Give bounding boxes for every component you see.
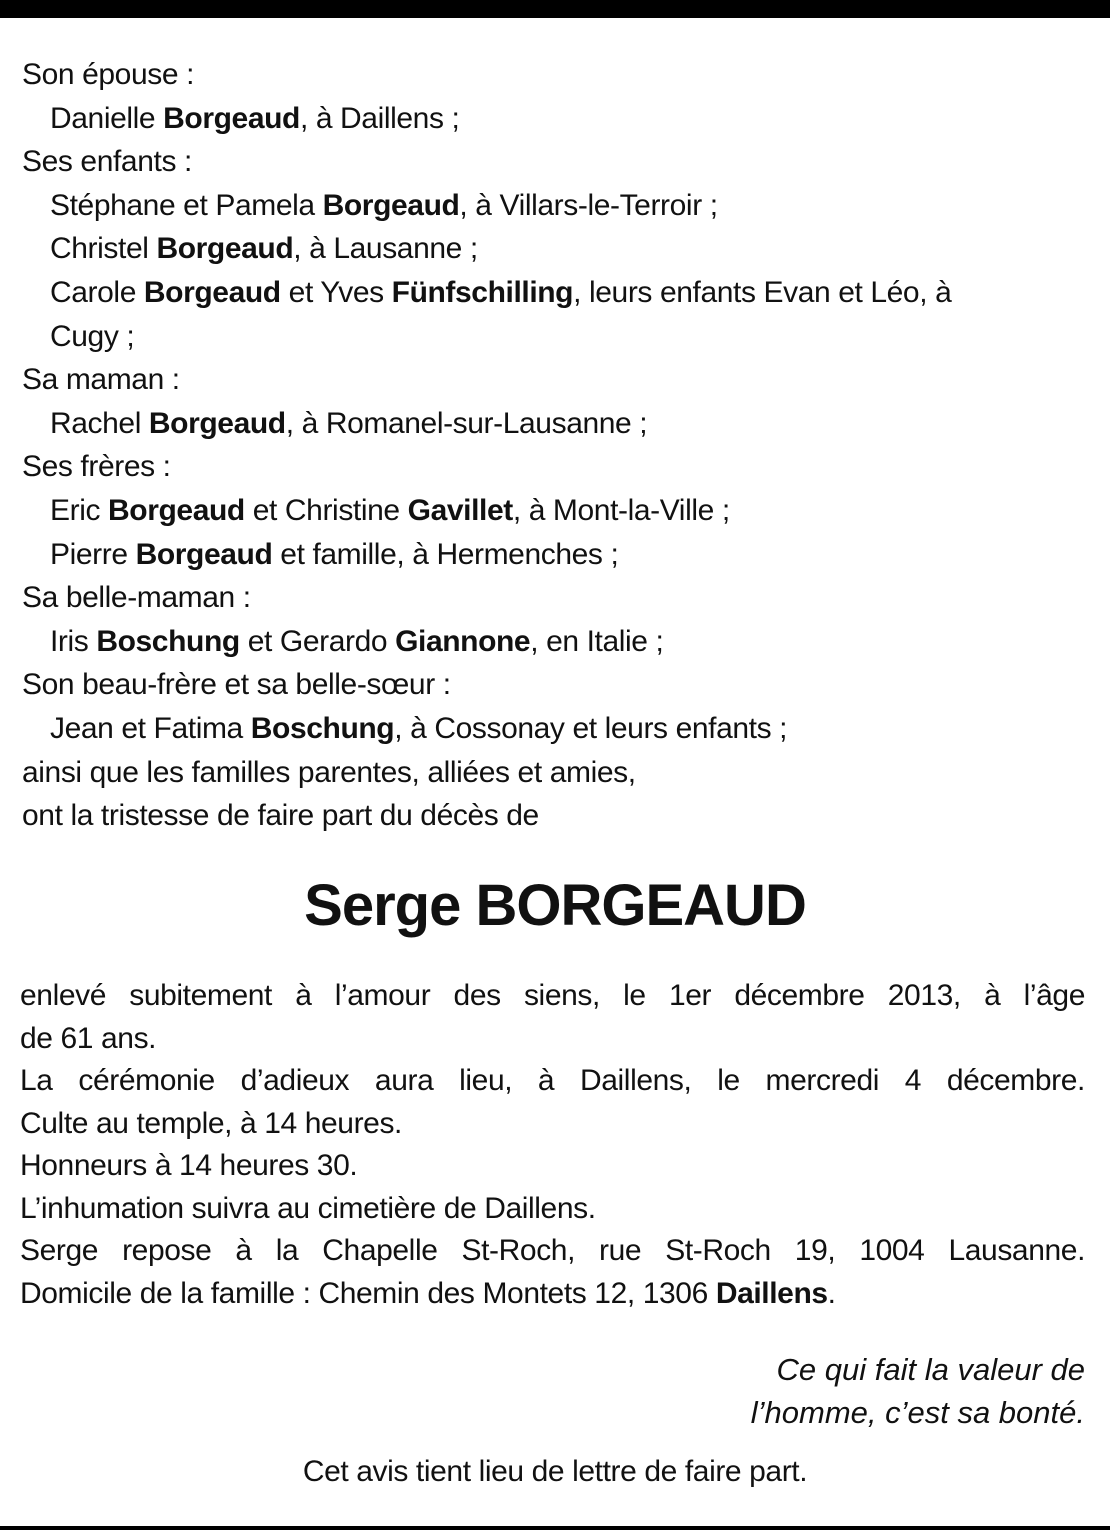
family-line [22,358,1092,402]
body-line [20,1188,1085,1231]
text-segment: Sa belle-maman : [22,581,251,615]
text-segment: Ses enfants : [22,145,192,179]
quote [751,1348,1085,1434]
text-segment: Rachel [50,406,149,440]
body-line [20,1145,1085,1188]
text-segment: de 61 ans. [20,1021,157,1055]
deceased-name: Serge BORGEAUD [304,873,806,938]
family-list [22,53,1092,838]
quote-line: Ce qui fait la valeur de [776,1352,1085,1387]
text-segment: Christel [50,232,157,266]
family-line [22,53,1092,97]
family-line [22,576,1092,620]
text-segment: Serge repose à la Chapelle St-Roch, rue St-Roch 19, 1004 Lausanne. [20,1234,1085,1267]
text-segment: , à Villars-le-Terroir ; [459,188,718,222]
text-segment: , à Romanel-sur-Lausanne ; [285,406,648,440]
text-segment: Stéphane et Pamela [50,188,323,222]
text-segment: Son beau-frère et sa belle-sœur : [22,668,451,702]
bold-name: Borgeaud [108,493,245,527]
text-segment: , en Italie ; [530,624,664,658]
text-segment: Jean et Fatima [50,711,251,745]
text-segment: Cugy ; [50,319,135,353]
bold-name: Borgeaud [163,101,300,135]
text-segment: ont la tristesse de faire part du décès de [22,799,539,833]
body-line [20,1230,1085,1273]
bold-name: Borgeaud [322,188,460,222]
text-segment: Danielle [50,101,164,135]
text-segment: , à Cossonay et leurs enfants ; [394,711,788,745]
text-segment: , à Mont-la-Ville ; [512,493,730,527]
text-segment: et famille, à Hermenches ; [272,537,619,571]
text-segment: et Christine [244,493,408,527]
bold-name: Borgeaud [148,406,286,440]
family-line [22,620,1092,664]
body-line [20,1060,1085,1103]
text-segment: La cérémonie d’adieux aura lieu, à Daillens, le mercredi 4 décembre. [20,1064,1085,1097]
text-segment: Honneurs à 14 heures 30. [20,1149,358,1182]
family-line [22,402,1092,446]
text-segment: et Gerardo [239,624,396,658]
bold-name: Borgeaud [156,232,294,266]
body-line [20,975,1085,1018]
text-segment: Son épouse : [22,58,195,91]
bold-name: Giannone [395,624,531,658]
family-line [22,794,1092,838]
family-line [22,445,1092,489]
bottom-border-rule [0,1526,1110,1530]
family-line [22,97,1092,141]
family-line [22,227,1092,271]
family-line [22,184,1092,228]
text-segment: Domicile de la famille : Chemin des Montets 12, 1306 [20,1276,716,1310]
family-line [22,533,1092,577]
quote-line: l’homme, c’est sa bonté. [750,1395,1085,1430]
text-segment: , leurs enfants Evan et Léo, à [573,275,952,309]
text-segment: Culte au temple, à 14 heures. [20,1106,402,1140]
text-segment: Carole [50,275,144,309]
text-segment: , à Lausanne ; [293,232,478,266]
body-line [20,1103,1085,1146]
text-segment: enlevé subitement à l’amour des siens, le 1er décembre 2013, à l’âge [20,979,1085,1012]
text-segment: Ses frères : [22,450,171,484]
bold-name: Borgeaud [143,275,281,309]
announcement-body [20,975,1085,1315]
bold-name: Fünfschilling [391,275,574,309]
bold-name: Boschung [96,624,240,658]
text-segment: L’inhumation suivra au cimetière de Daillens. [20,1191,596,1225]
text-segment: Eric [50,493,109,527]
footer-note: Cet avis tient lieu de lettre de faire part. [302,1455,808,1488]
top-border-bar [0,0,1110,18]
bold-name: Daillens [715,1276,828,1310]
bold-name: Gavillet [407,493,513,527]
family-line [22,271,1092,315]
text-segment: , à Daillens ; [299,101,460,135]
body-line [20,1018,1085,1061]
text-segment: . [827,1276,836,1310]
text-segment: Pierre [50,537,136,571]
text-segment: Sa maman : [22,363,180,397]
family-line [22,140,1092,184]
family-line [22,663,1092,707]
bold-name: Borgeaud [135,537,273,571]
text-segment: ainsi que les familles parentes, alliées et amies, [22,755,636,789]
family-line [22,489,1092,533]
bold-name: Boschung [250,711,395,745]
family-line [22,315,1092,359]
family-line [22,707,1092,751]
text-segment: Iris [50,624,97,658]
text-segment: et Yves [280,275,392,309]
family-line [22,751,1092,795]
body-line [20,1273,1085,1316]
